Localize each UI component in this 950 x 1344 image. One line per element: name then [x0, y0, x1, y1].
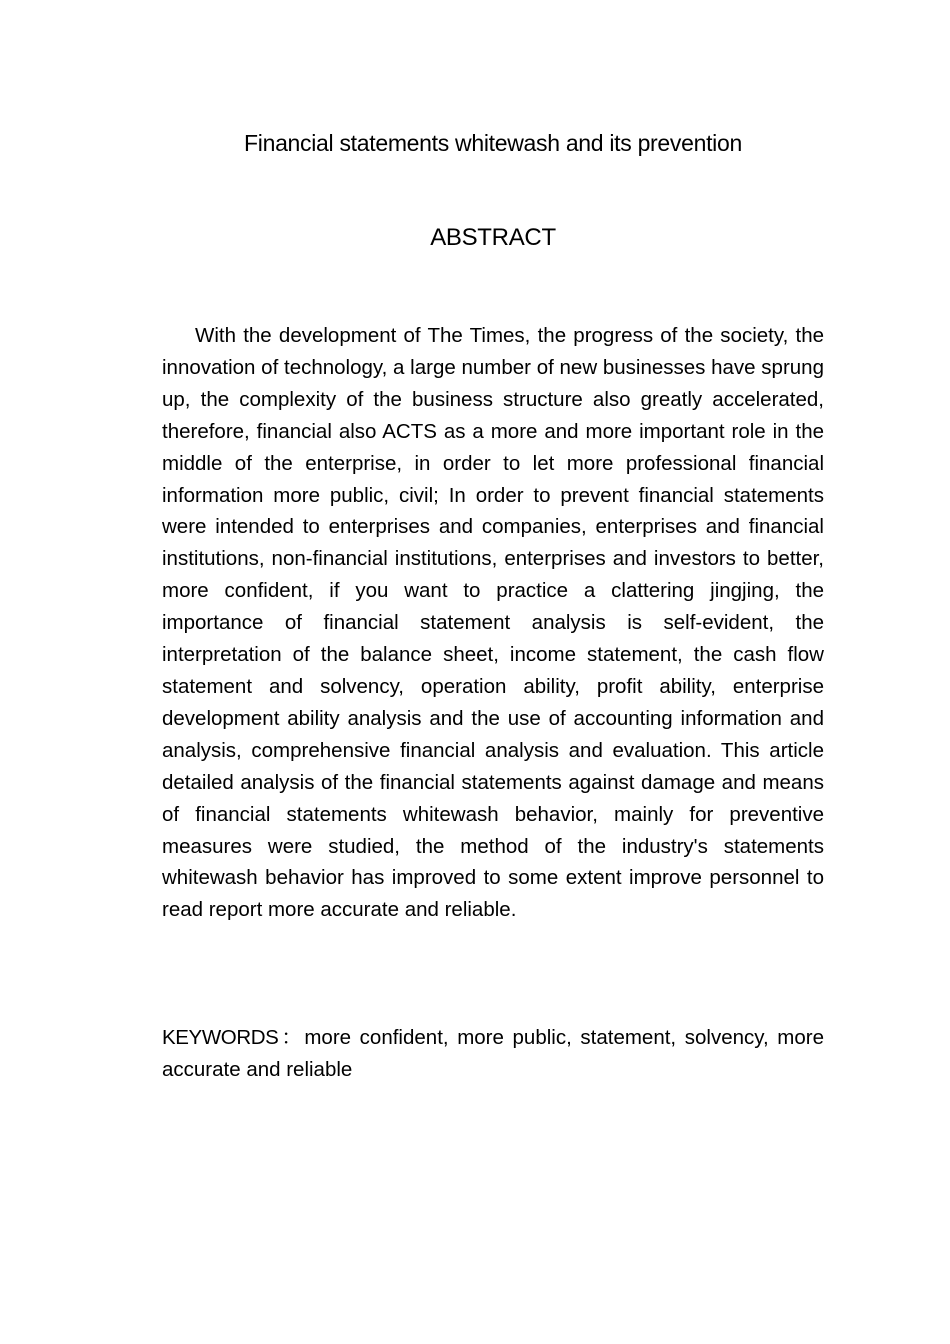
abstract-heading: ABSTRACT [430, 224, 556, 251]
abstract-paragraph: With the development of The Times, the progress of the society, the innovation of technology, a large number of new businesses have sprung up, the complexity of the business structure also greatly accelerated, therefore, financial also ACTS as a more and more important role in the middle of the enterprise, in order to let more professional financial information more public, civil; In order to prevent financial statements were intended to enterprises and companies, enterprises and financial institutions, non-financial institutions, enterprises and investors to better, more confident, if you want to practice a clattering jingjing, the importance of financial statement analysis is self-evident, the interpretation of the balance sheet, income statement, the cash flow statement and solvency, operation ability, profit ability, enterprise development ability analysis and the use of accounting information and analysis, comprehensive financial analysis and evaluation. This article detailed analysis of the financial statements against damage and means of financial statements whitewash behavior, mainly for preventive measures were studied, the method of the industry's statements whitewash behavior has improved to some extent improve personnel to read report more accurate and reliable. [162, 324, 824, 922]
keywords-line [162, 1022, 824, 1086]
keywords-label: KEYWORDS： [162, 1026, 305, 1049]
keywords-text: more confident, more public, statement, solvency, more accurate and reliable [162, 1026, 825, 1081]
document-title: Financial statements whitewash and its prevention [244, 130, 742, 156]
